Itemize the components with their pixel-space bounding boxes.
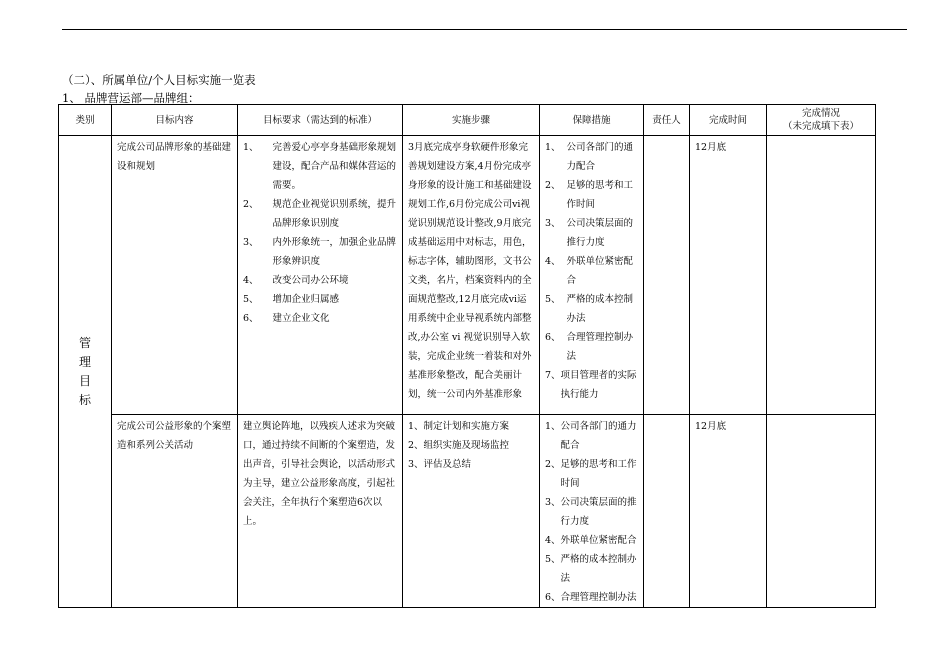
col-header-status-line1: 完成情况 <box>801 108 840 119</box>
subsection-heading: 1、 品牌营运部—品牌组： <box>62 91 200 105</box>
col-header-status-line2: （未完成填下表） <box>782 121 859 132</box>
measures-cell <box>540 415 644 608</box>
due-cell: 12月底 <box>690 415 767 608</box>
list-item: 6、 合理管理控制办法 <box>545 592 637 603</box>
table-header-row <box>59 105 876 136</box>
target-table <box>58 104 876 608</box>
header-rule <box>62 29 907 30</box>
section-heading: （二）、所属单位/个人目标实施一览表 <box>62 73 256 87</box>
list-item: 7、 项目管理者的实际执行能力 <box>545 370 637 400</box>
steps-cell: 3月底完成亭身软硬件形象完善规划建设方案,4月份完成亭身形象的设计施工和基础建设规划工作,6月份完成公司vi视觉识别规范设计整改,9月底完成基础运用中对标志，用色，标志字体，辅助图形，文书公文类，名片，档案资料内的全面规范整改,12月底完成vi运用系统中企业导视系统内部整改,办公室 vi 视觉识别导入软装，完成企业统一着装和对外基准形象整改，配合美丽计划，统一公司内外基准形象 <box>403 136 540 415</box>
list-item: 6、 合理管理控制办法 <box>545 332 634 362</box>
list-item: 5、 严格的成本控制办法 <box>545 294 634 324</box>
col-header-measures: 保障措施 <box>540 105 644 136</box>
col-header-content: 目标内容 <box>112 105 238 136</box>
col-header-status <box>767 105 876 136</box>
category-cell <box>59 136 112 608</box>
list-item: 1、 公司各部门的通力配合 <box>545 142 634 172</box>
col-header-steps: 实施步骤 <box>403 105 540 136</box>
content-cell: 完成公司公益形象的个案塑造和系列公关活动 <box>112 415 238 608</box>
list-item: 1、 制定计划和实施方案 <box>408 421 510 432</box>
col-header-category: 类别 <box>59 105 112 136</box>
col-header-requirements: 目标要求（需达到的标准） <box>238 105 403 136</box>
list-item: 2、 足够的思考和工作时间 <box>545 180 634 210</box>
list-item: 3、 评估及总结 <box>408 459 472 470</box>
measures-list <box>545 417 638 605</box>
content-cell: 完成公司品牌形象的基础建设和规划 <box>112 136 238 415</box>
list-item: 2、 规范企业视觉识别系统，提升品牌形象识别度 <box>243 199 397 229</box>
col-header-owner: 责任人 <box>644 105 690 136</box>
list-item: 3、 公司决策层面的推行力度 <box>545 497 637 527</box>
list-item: 4、 外联单位紧密配合 <box>545 256 634 286</box>
table-row <box>59 415 876 608</box>
list-item: 1、 完善爱心亭亭身基础形象规划建设，配合产品和媒体营运的需要。 <box>243 142 397 191</box>
measures-clip <box>545 417 638 605</box>
requirements-list <box>243 138 397 328</box>
requirements-cell <box>238 136 403 415</box>
list-item: 2、 组织实施及现场监控 <box>408 440 510 451</box>
list-item: 4、 外联单位紧密配合 <box>545 535 637 546</box>
list-item: 4、 改变公司办公环境 <box>243 275 349 286</box>
due-cell: 12月底 <box>690 136 767 415</box>
requirements-cell: 建立舆论阵地，以残疾人述求为突破口，通过持续不间断的个案塑造，发出声音，引导社会舆论，以活动形式为主导，建立公益形象高度，引起社会关注，全年执行个案塑造6次以上。 <box>238 415 403 608</box>
table-row <box>59 136 876 415</box>
owner-cell <box>644 415 690 608</box>
measures-cell <box>540 136 644 415</box>
steps-list <box>408 417 534 474</box>
list-item: 5、 严格的成本控制办法 <box>545 554 637 584</box>
list-item: 2、 足够的思考和工作时间 <box>545 459 637 489</box>
measures-list <box>545 138 638 404</box>
col-header-due: 完成时间 <box>690 105 767 136</box>
status-cell <box>767 415 876 608</box>
owner-cell <box>644 136 690 415</box>
steps-cell <box>403 415 540 608</box>
category-label: 管理目标 <box>78 335 91 407</box>
list-item: 6、 建立企业文化 <box>243 313 330 324</box>
list-item: 3、 内外形象统一，加强企业品牌形象辨识度 <box>243 237 397 267</box>
list-item: 1、 公司各部门的通力配合 <box>545 421 637 451</box>
status-cell <box>767 136 876 415</box>
list-item: 5、 增加企业归属感 <box>243 294 340 305</box>
list-item: 3、 公司决策层面的推行力度 <box>545 218 634 248</box>
